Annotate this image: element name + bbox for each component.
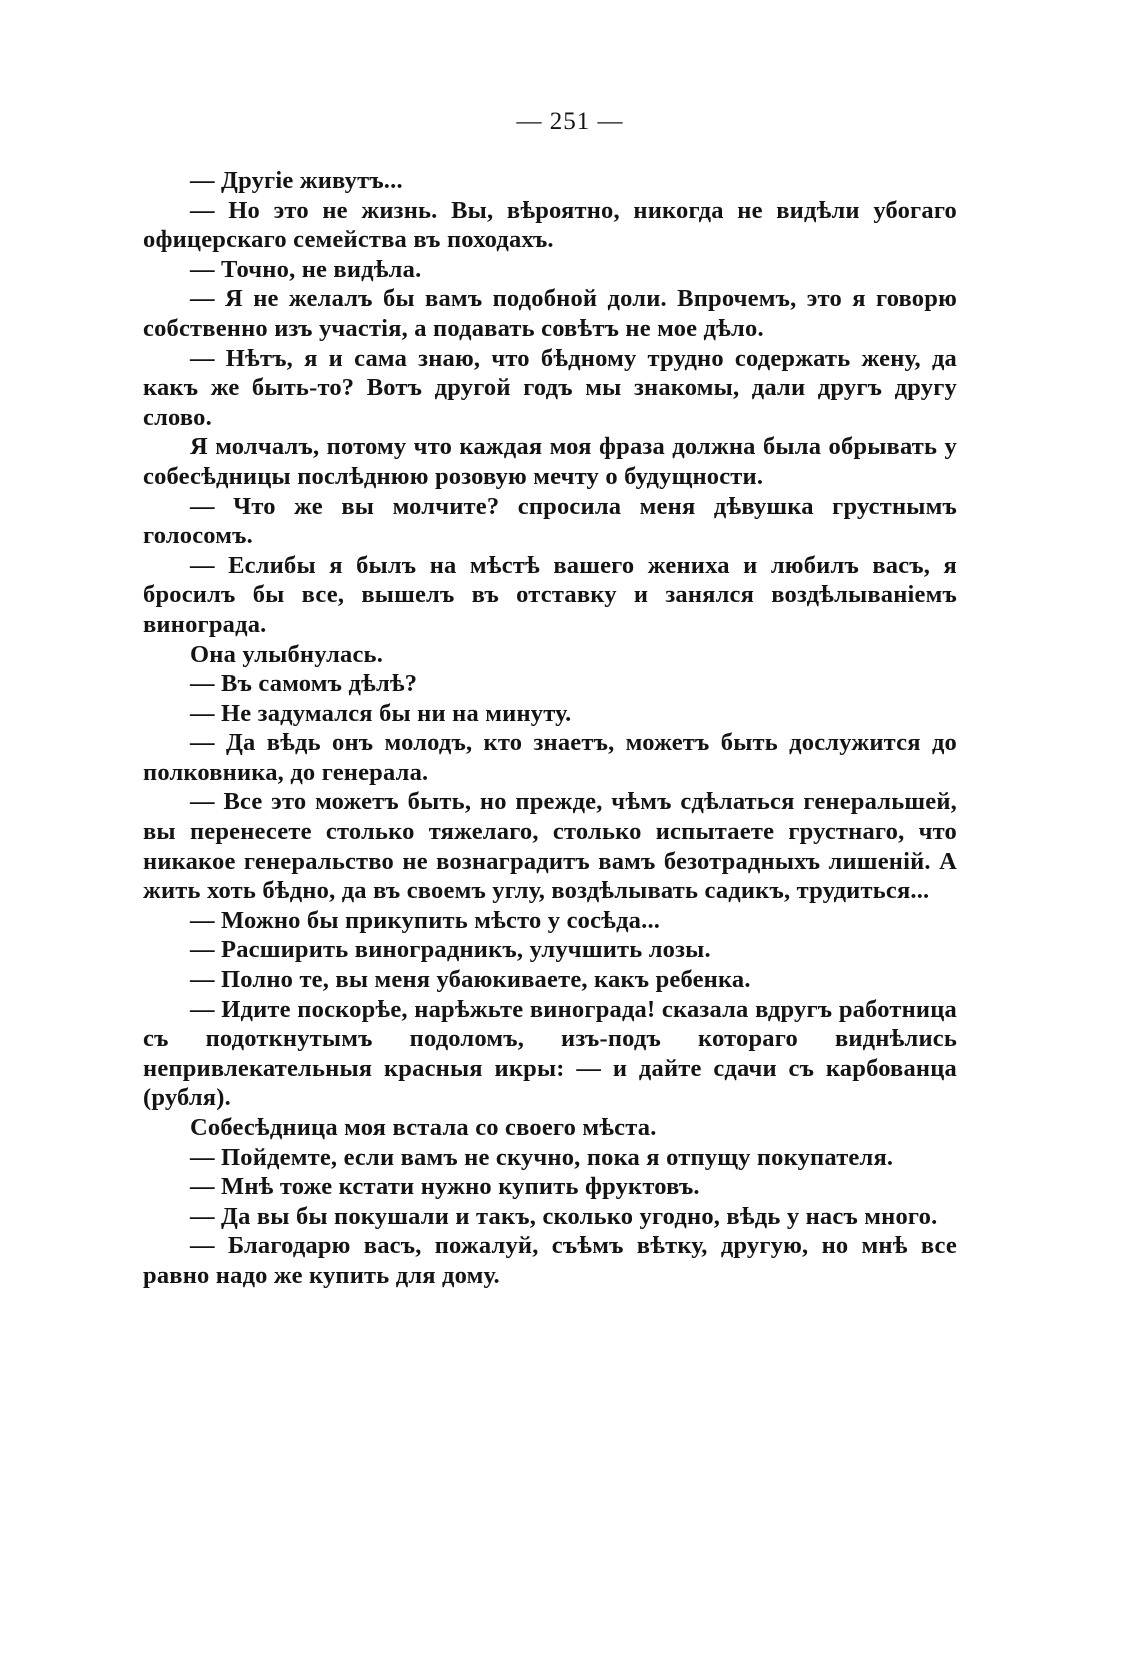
paragraph: — Да вы бы покушали и такъ, сколько угодно, вѣдь у насъ много. xyxy=(190,1202,938,1230)
paragraph: — Можно бы прикупить мѣсто у сосѣда... xyxy=(190,906,661,934)
paragraph: — Благодарю васъ, пожалуй, съѣмъ вѣтку, другую, но мнѣ все равно надо же купить для дому. xyxy=(143,1232,957,1289)
body-text xyxy=(143,166,957,1291)
paragraph: Собесѣдница моя встала со своего мѣста. xyxy=(190,1114,657,1141)
paragraph: — Идите поскорѣе, нарѣжьте винограда! сказала вдругъ работница съ подоткнутымъ подоломъ, изъ-подъ котораго виднѣлись непривлекательныя красныя икры: — и дайте сдачи съ карбованца (рубля). xyxy=(143,995,957,1112)
paragraph: — Другіе живутъ... xyxy=(190,167,403,194)
paragraph: — Расширить виноградникъ, улучшить лозы. xyxy=(190,936,711,964)
paragraph: — Да вѣдь онъ молодъ, кто знаетъ, можетъ быть дослужится до полковника, до генерала. xyxy=(143,729,957,786)
paragraph: — Не задумался бы ни на минуту. xyxy=(190,699,572,727)
paragraph: — Точно, не видѣла. xyxy=(190,255,422,283)
paragraph: — Я не желалъ бы вамъ подобной доли. Впрочемъ, это я говорю собственно изъ участія, а подавать совѣтъ не мое дѣло. xyxy=(143,285,957,342)
paragraph: — Мнѣ тоже кстати нужно купить фруктовъ. xyxy=(190,1173,700,1201)
paragraph: — Полно те, вы меня убаюкиваете, какъ ребенка. xyxy=(190,966,751,994)
paragraph: — Но это не жизнь. Вы, вѣроятно, никогда не видѣли убогаго офицерскаго семейства въ походахъ. xyxy=(143,196,957,254)
paragraph: Я молчалъ, потому что каждая моя фраза должна была обрывать у собесѣдницы послѣднюю розовую мечту о будущности. xyxy=(143,433,957,490)
paragraph: — Что же вы молчите? спросила меня дѣвушка грустнымъ голосомъ. xyxy=(143,492,957,550)
paragraph: — Все это можетъ быть, но прежде, чѣмъ сдѣлаться генеральшей, вы перенесете столько тяжелаго, столько испытаете грустнаго, что никакое генеральство не вознаградитъ вамъ безотрадныхъ лишеній. А жить хоть бѣдно, да въ своемъ углу, воздѣлывать садикъ, трудиться... xyxy=(143,788,957,905)
paragraph: — Въ самомъ дѣлѣ? xyxy=(190,670,418,698)
paragraph: — Пойдемте, если вамъ не скучно, пока я отпущу покупателя. xyxy=(190,1143,894,1171)
paragraph: Она улыбнулась. xyxy=(190,640,384,668)
paragraph: — Нѣтъ, я и сама знаю, что бѣдному трудно содержать жену, да какъ же быть-то? Вотъ другой годъ мы знакомы, дали другъ другу слово. xyxy=(143,344,957,431)
page-number: — 251 — xyxy=(516,108,624,135)
paragraph: — Еслибы я былъ на мѣстѣ вашего жениха и любилъ васъ, я бросилъ бы все, вышелъ въ отставку и занялся воздѣлываніемъ винограда. xyxy=(143,551,957,638)
